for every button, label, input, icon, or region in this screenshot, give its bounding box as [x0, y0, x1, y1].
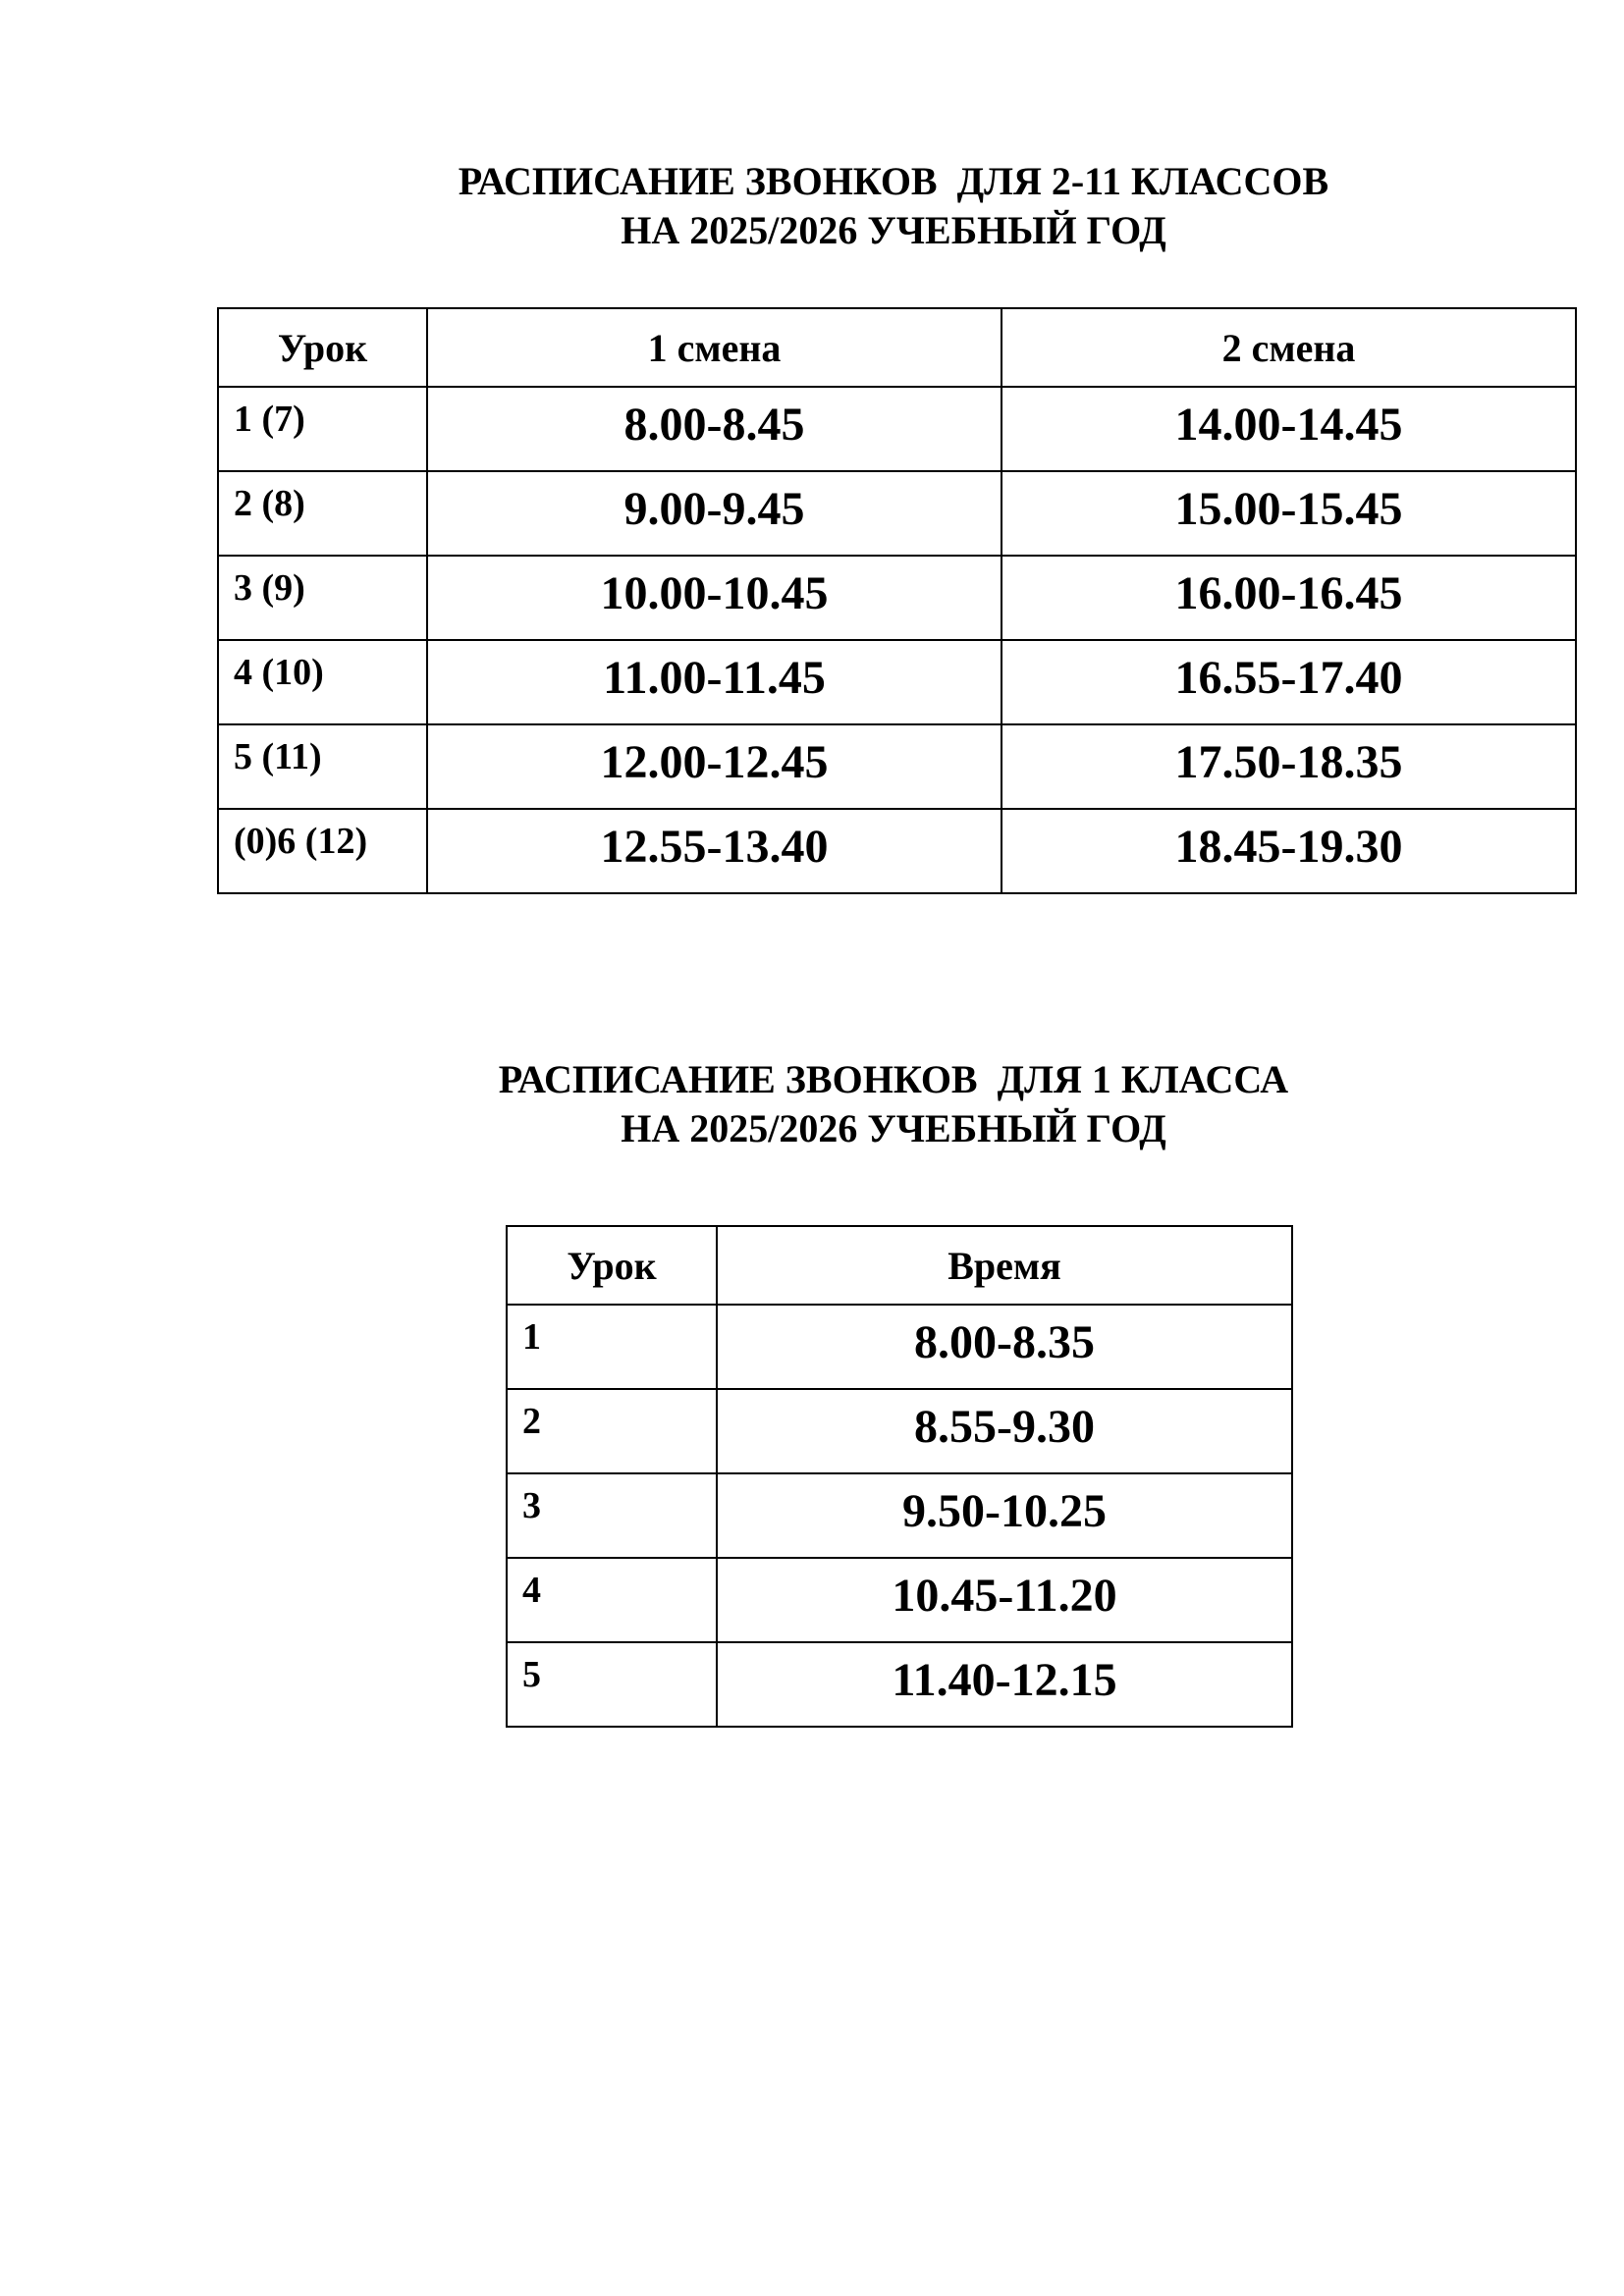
- table-row: [507, 1558, 1292, 1642]
- lesson-time: 8.00-8.35: [717, 1305, 1292, 1389]
- lesson-number: 5 (11): [218, 724, 427, 809]
- shift-1-time: 10.00-10.45: [427, 556, 1001, 640]
- table-row: [218, 640, 1576, 724]
- schedule-2-11-table: [217, 307, 1577, 894]
- table-row: [507, 1389, 1292, 1473]
- header-shift-2: 2 смена: [1001, 308, 1576, 387]
- table-row: [218, 724, 1576, 809]
- schedule-1-title-line1: РАСПИСАНИЕ ЗВОНКОВ ДЛЯ 1 КЛАССА: [498, 1057, 1289, 1101]
- table-row: [507, 1642, 1292, 1727]
- table-header-row: [218, 308, 1576, 387]
- schedule-1-title-line2: НА 2025/2026 УЧЕБНЫЙ ГОД: [621, 1106, 1166, 1150]
- shift-2-time: 17.50-18.35: [1001, 724, 1576, 809]
- lesson-time: 11.40-12.15: [717, 1642, 1292, 1727]
- lesson-number: 4 (10): [218, 640, 427, 724]
- shift-1-time: 11.00-11.45: [427, 640, 1001, 724]
- lesson-number: 5: [507, 1642, 717, 1727]
- lesson-number: 3 (9): [218, 556, 427, 640]
- shift-2-time: 16.00-16.45: [1001, 556, 1576, 640]
- table-header-row: [507, 1226, 1292, 1305]
- shift-2-time: 16.55-17.40: [1001, 640, 1576, 724]
- table-row: [218, 471, 1576, 556]
- shift-1-time: 9.00-9.45: [427, 471, 1001, 556]
- lesson-time: 10.45-11.20: [717, 1558, 1292, 1642]
- schedule-1-table: [506, 1225, 1293, 1728]
- shift-1-time: 8.00-8.45: [427, 387, 1001, 471]
- schedule-2-11-title: [0, 157, 1624, 255]
- lesson-number: 3: [507, 1473, 717, 1558]
- lesson-number: 2: [507, 1389, 717, 1473]
- lesson-number: (0)6 (12): [218, 809, 427, 893]
- lesson-number: 1: [507, 1305, 717, 1389]
- header-time: Время: [717, 1226, 1292, 1305]
- lesson-number: 4: [507, 1558, 717, 1642]
- table-row: [218, 809, 1576, 893]
- table-row: [218, 556, 1576, 640]
- table-row: [507, 1305, 1292, 1389]
- lesson-number: 2 (8): [218, 471, 427, 556]
- shift-1-time: 12.00-12.45: [427, 724, 1001, 809]
- schedule-2-11-title-line2: НА 2025/2026 УЧЕБНЫЙ ГОД: [621, 208, 1166, 252]
- lesson-time: 9.50-10.25: [717, 1473, 1292, 1558]
- lesson-number: 1 (7): [218, 387, 427, 471]
- lesson-time: 8.55-9.30: [717, 1389, 1292, 1473]
- header-shift-1: 1 смена: [427, 308, 1001, 387]
- shift-1-time: 12.55-13.40: [427, 809, 1001, 893]
- table-row: [218, 387, 1576, 471]
- table-row: [507, 1473, 1292, 1558]
- shift-2-time: 14.00-14.45: [1001, 387, 1576, 471]
- schedule-1-title: [0, 1055, 1624, 1153]
- header-lesson: Урок: [218, 308, 427, 387]
- header-lesson: Урок: [507, 1226, 717, 1305]
- schedule-2-11-title-line1: РАСПИСАНИЕ ЗВОНКОВ ДЛЯ 2-11 КЛАССОВ: [458, 159, 1329, 203]
- shift-2-time: 15.00-15.45: [1001, 471, 1576, 556]
- shift-2-time: 18.45-19.30: [1001, 809, 1576, 893]
